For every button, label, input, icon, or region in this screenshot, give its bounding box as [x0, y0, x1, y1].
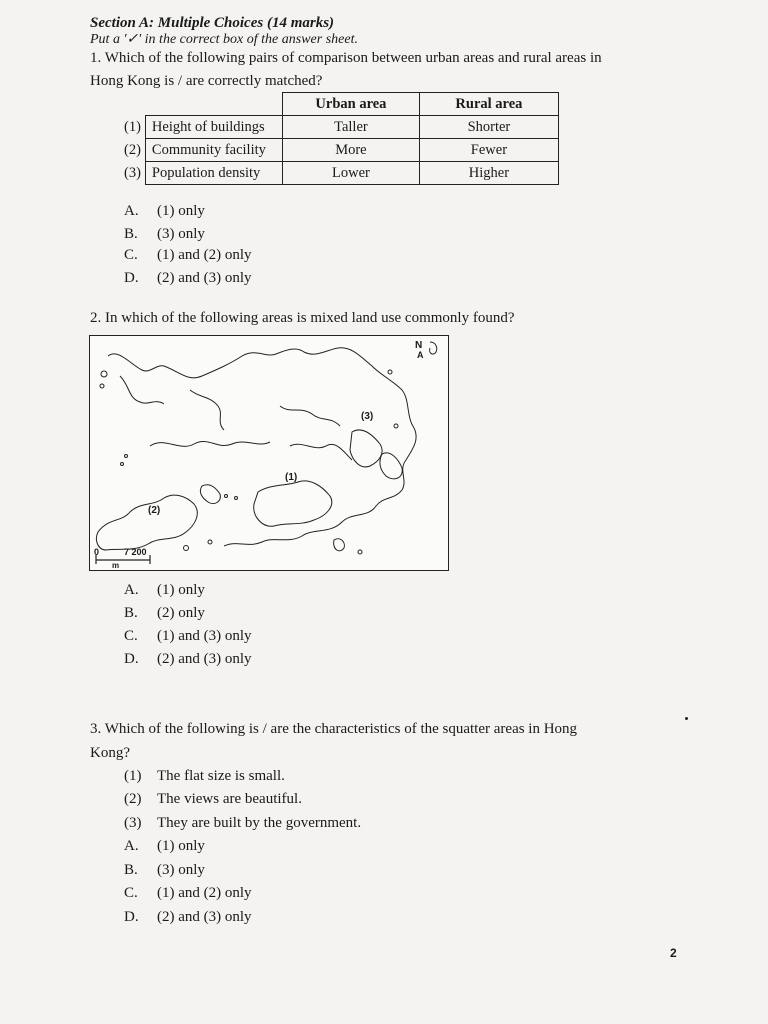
row-number: (1) — [124, 118, 141, 135]
page-number: 2 — [670, 946, 677, 960]
header-urban: Urban area — [282, 93, 419, 116]
row-rural-value: Higher — [419, 162, 558, 185]
q2-option-text: (2) only — [157, 605, 205, 621]
q3-statement-number: (3) — [124, 815, 142, 831]
row-urban-value: Taller — [282, 116, 419, 139]
q2-stem: 2. In which of the following areas is mixed land use commonly found? — [90, 310, 515, 326]
hong-kong-map — [89, 335, 449, 571]
section-title: Section A: Multiple Choices (14 marks) — [90, 15, 335, 31]
q3-stem-line1: 3. Which of the following is / are the characteristics of the squatter areas in Hong — [90, 721, 578, 737]
row-label: Community facility — [145, 139, 282, 162]
q3-option-text: (3) only — [157, 862, 205, 878]
map-outline-icon — [90, 336, 448, 570]
q1-stem-line1: 1. Which of the following pairs of comparison between urban areas and rural areas in — [90, 50, 602, 66]
row-rural-value: Fewer — [419, 139, 558, 162]
scale-unit: m — [112, 561, 120, 570]
q1-option-text: (2) and (3) only — [157, 270, 252, 286]
q2-option-text: (2) and (3) only — [157, 651, 252, 667]
q1-stem-line2: Hong Kong is / are correctly matched? — [90, 73, 323, 89]
row-number: (2) — [124, 141, 141, 158]
row-number: (3) — [124, 164, 141, 181]
q1-option-text: (1) only — [157, 203, 205, 219]
q3-statement-text: The flat size is small. — [157, 768, 285, 784]
q1-option-letter: B. — [124, 226, 138, 242]
q3-option-text: (1) only — [157, 838, 205, 854]
row-rural-value: Shorter — [419, 116, 558, 139]
table-row — [124, 162, 558, 185]
scale-zero: 0 — [94, 547, 100, 557]
q3-option-letter: C. — [124, 885, 138, 901]
q2-option-text: (1) and (3) only — [157, 628, 252, 644]
speck — [685, 717, 688, 720]
row-label: Population density — [145, 162, 282, 185]
q3-statement-text: They are built by the government. — [157, 815, 362, 831]
q3-statement-number: (1) — [124, 768, 142, 784]
row-label: Height of buildings — [145, 116, 282, 139]
scale-value: 7 200 — [124, 547, 147, 557]
map-area-3-label: (3) — [361, 411, 374, 422]
section-instruction: Put a '✓' in the correct box of the answer sheet. — [90, 32, 358, 47]
q1-option-text: (1) and (2) only — [157, 247, 252, 263]
q3-stem-line2: Kong? — [90, 745, 130, 761]
q2-option-letter: A. — [124, 582, 139, 598]
q2-option-letter: D. — [124, 651, 139, 667]
map-area-2-label: (2) — [148, 505, 161, 516]
header-rural: Rural area — [419, 93, 558, 116]
q1-option-letter: D. — [124, 270, 139, 286]
q3-option-text: (1) and (2) only — [157, 885, 252, 901]
q3-statement-text: The views are beautiful. — [157, 791, 302, 807]
q1-option-text: (3) only — [157, 226, 205, 242]
q3-statement-number: (2) — [124, 791, 142, 807]
q3-option-letter: B. — [124, 862, 138, 878]
q1-option-letter: A. — [124, 203, 139, 219]
q2-option-letter: C. — [124, 628, 138, 644]
q3-option-text: (2) and (3) only — [157, 909, 252, 925]
map-area-1-label: (1) — [285, 472, 298, 483]
row-urban-value: Lower — [282, 162, 419, 185]
north-arrow-icon: A — [417, 350, 424, 360]
q3-option-letter: A. — [124, 838, 139, 854]
q1-comparison-table — [124, 92, 559, 185]
table-row — [124, 116, 558, 139]
row-urban-value: More — [282, 139, 419, 162]
q3-option-letter: D. — [124, 909, 139, 925]
table-row — [124, 139, 558, 162]
q2-option-letter: B. — [124, 605, 138, 621]
q1-option-letter: C. — [124, 247, 138, 263]
table-header-row — [124, 93, 558, 116]
q2-option-text: (1) only — [157, 582, 205, 598]
north-label: N — [415, 340, 423, 351]
